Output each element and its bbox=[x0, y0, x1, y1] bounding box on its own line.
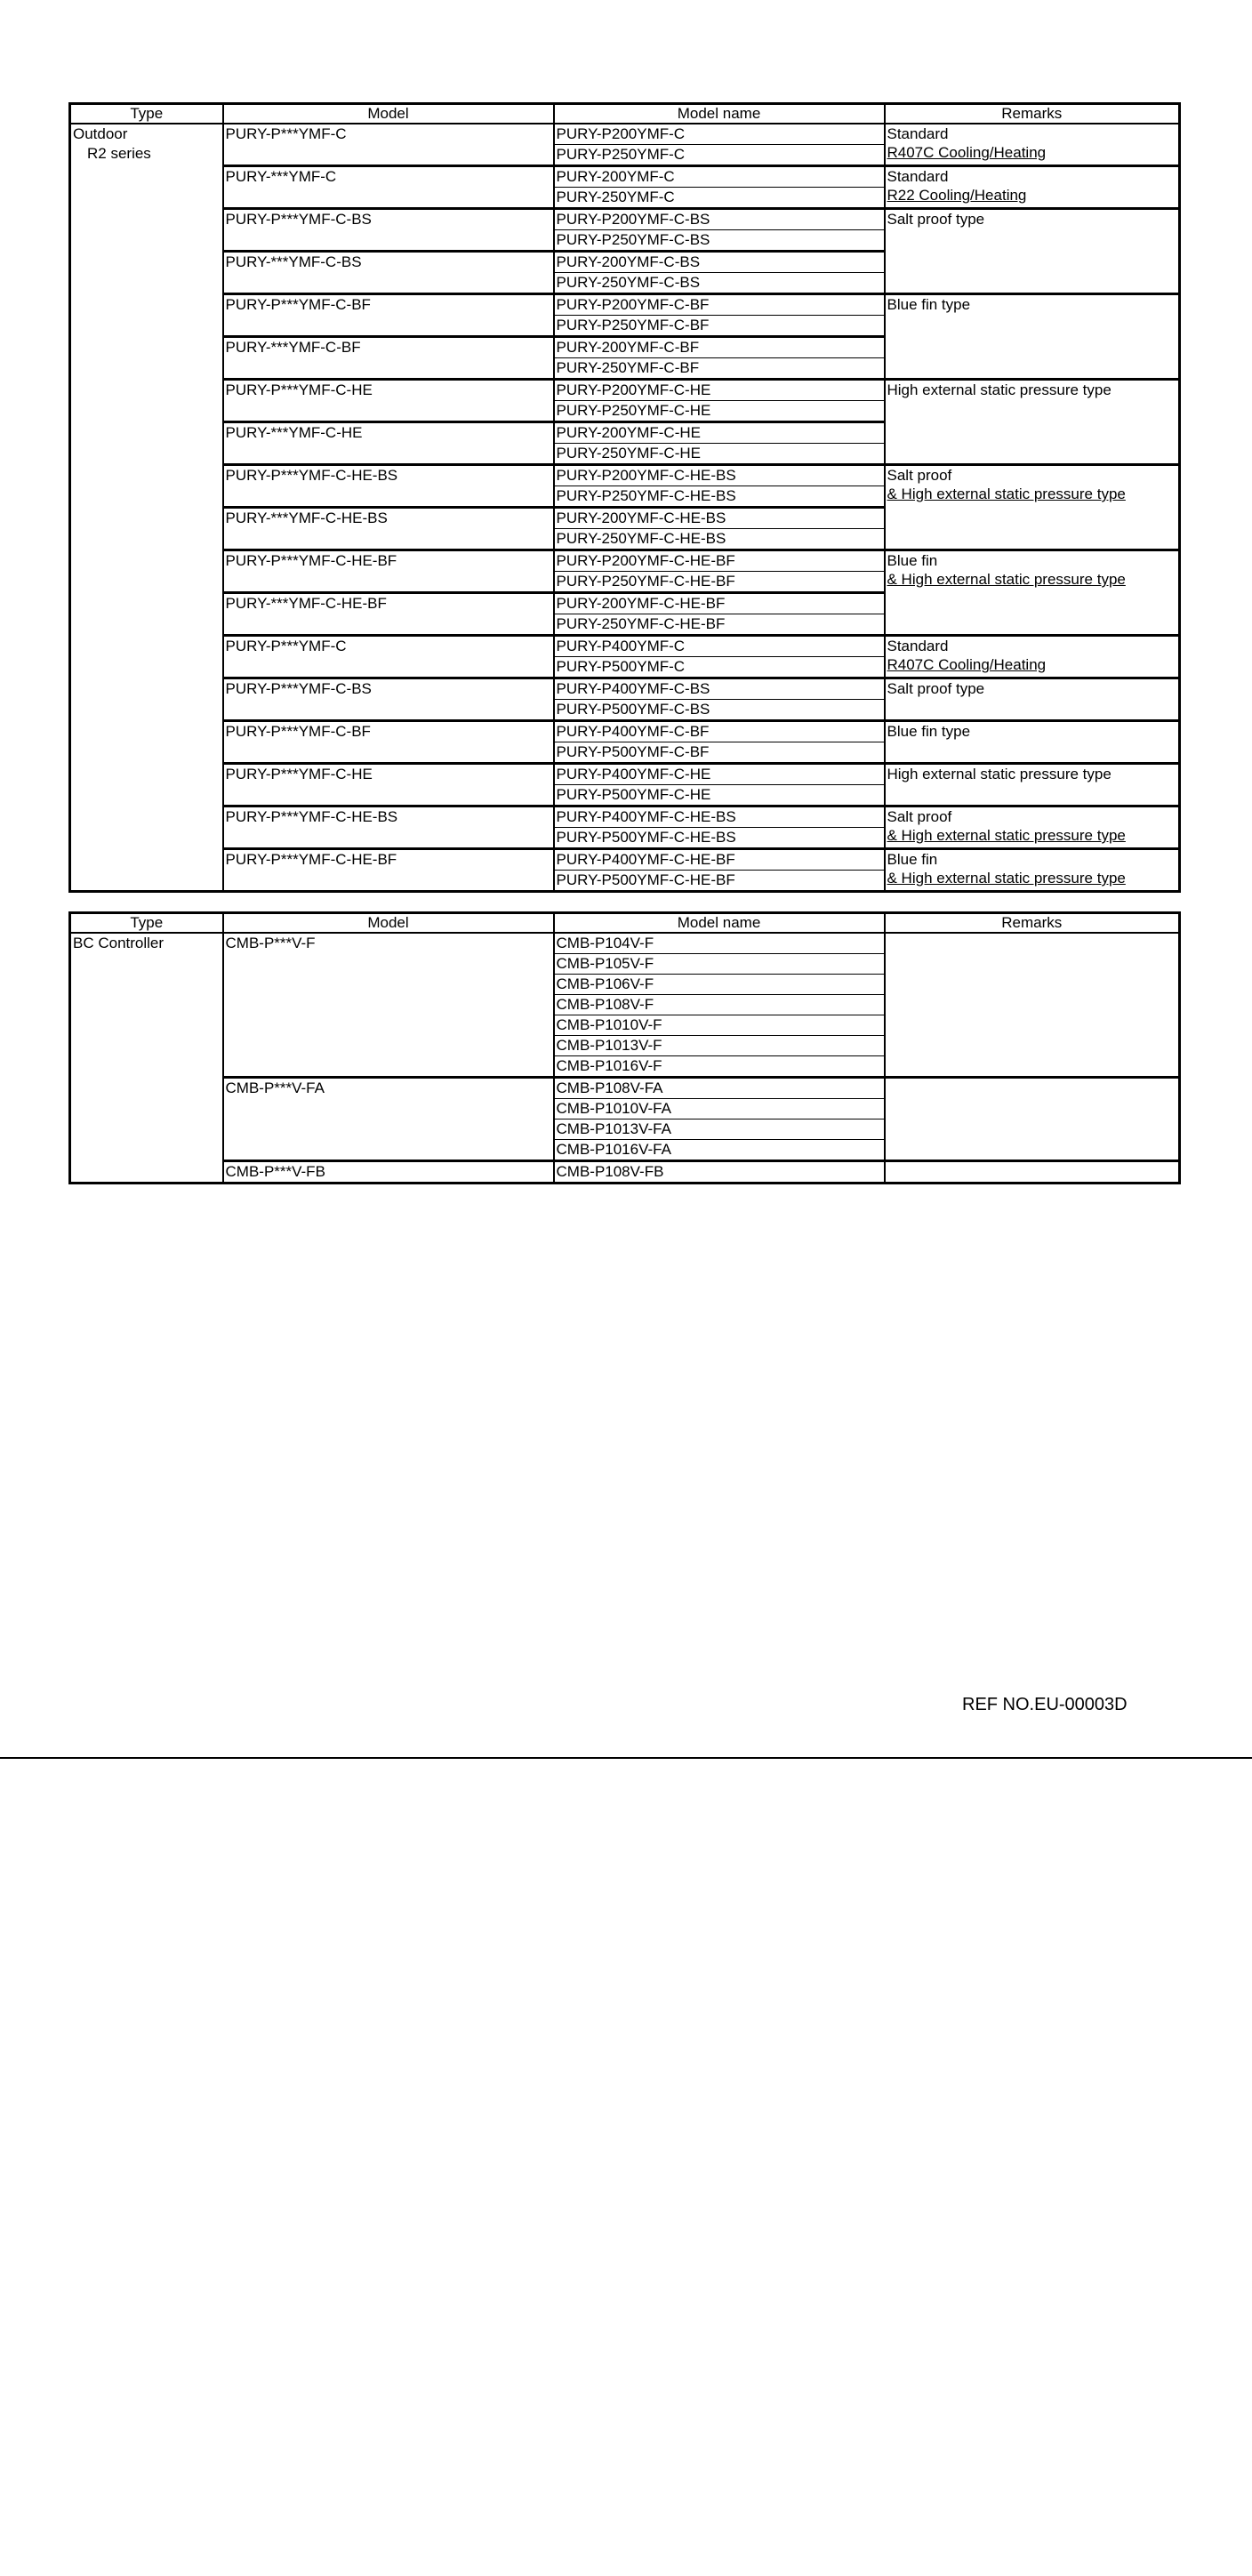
remarks-text: & High external static pressure type bbox=[887, 571, 1126, 588]
outdoor-model-table bbox=[68, 102, 1181, 893]
model-name-cell: PURY-250YMF-C-HE-BF bbox=[554, 614, 885, 636]
remarks-text: Salt proof type bbox=[887, 680, 985, 697]
remarks-text: Standard bbox=[887, 125, 949, 142]
model-name-cell: CMB-P104V-F bbox=[554, 933, 885, 954]
model-cell: PURY-***YMF-C bbox=[223, 166, 554, 209]
model-cell: PURY-P***YMF-C-HE bbox=[223, 764, 554, 807]
table-row bbox=[70, 678, 1180, 700]
header-model: Model bbox=[223, 913, 554, 934]
remarks-text: Blue fin type bbox=[887, 723, 971, 740]
remarks-text: Standard bbox=[887, 168, 949, 185]
table-row bbox=[70, 807, 1180, 828]
table-row bbox=[70, 764, 1180, 785]
model-name-cell: CMB-P1010V-F bbox=[554, 1015, 885, 1036]
page-divider-line bbox=[0, 1757, 1252, 1759]
model-name-cell: PURY-P400YMF-C-BF bbox=[554, 721, 885, 742]
model-name-cell: CMB-P1016V-FA bbox=[554, 1140, 885, 1161]
model-name-cell: PURY-P200YMF-C-HE-BS bbox=[554, 465, 885, 486]
model-name-cell: PURY-P200YMF-C bbox=[554, 124, 885, 145]
remarks-text: & High external static pressure type bbox=[887, 870, 1126, 887]
model-name-cell: PURY-P500YMF-C-BF bbox=[554, 742, 885, 764]
header-remarks: Remarks bbox=[885, 104, 1180, 124]
remarks-text: Blue fin bbox=[887, 552, 938, 569]
model-name-cell: PURY-200YMF-C-HE-BF bbox=[554, 593, 885, 614]
model-cell: PURY-P***YMF-C-HE-BS bbox=[223, 465, 554, 508]
type-label: Outdoor bbox=[73, 125, 128, 142]
remarks-cell bbox=[885, 1161, 1180, 1184]
header-remarks: Remarks bbox=[885, 913, 1180, 934]
table-row bbox=[70, 1161, 1180, 1184]
remarks-cell bbox=[885, 380, 1180, 465]
model-name-cell: CMB-P1016V-F bbox=[554, 1056, 885, 1078]
model-name-cell: PURY-P250YMF-C-HE bbox=[554, 401, 885, 422]
model-cell: PURY-P***YMF-C bbox=[223, 636, 554, 678]
model-name-cell: CMB-P108V-FA bbox=[554, 1078, 885, 1099]
model-name-cell: PURY-P250YMF-C-HE-BS bbox=[554, 486, 885, 508]
remarks-cell bbox=[885, 849, 1180, 892]
model-name-cell: PURY-P250YMF-C-BS bbox=[554, 230, 885, 252]
model-cell: PURY-P***YMF-C-BS bbox=[223, 678, 554, 721]
outdoor-header-row bbox=[70, 104, 1180, 124]
table-row bbox=[70, 209, 1180, 230]
model-name-cell: CMB-P1010V-FA bbox=[554, 1099, 885, 1119]
model-name-cell: PURY-P400YMF-C-BS bbox=[554, 678, 885, 700]
remarks-text: Salt proof bbox=[887, 808, 952, 825]
remarks-text: R22 Cooling/Heating bbox=[887, 187, 1027, 204]
remarks-text: High external static pressure type bbox=[887, 381, 1112, 398]
header-model: Model bbox=[223, 104, 554, 124]
model-name-cell: PURY-200YMF-C-BF bbox=[554, 337, 885, 358]
model-name-cell: PURY-P200YMF-C-HE bbox=[554, 380, 885, 401]
model-name-cell: PURY-P200YMF-C-BS bbox=[554, 209, 885, 230]
table-row bbox=[70, 465, 1180, 486]
model-name-cell: PURY-P250YMF-C bbox=[554, 145, 885, 166]
model-name-cell: CMB-P108V-F bbox=[554, 995, 885, 1015]
remarks-cell bbox=[885, 764, 1180, 807]
model-cell: PURY-***YMF-C-BS bbox=[223, 252, 554, 294]
remarks-cell bbox=[885, 1078, 1180, 1161]
remarks-text: Salt proof bbox=[887, 467, 952, 484]
model-name-cell: PURY-P400YMF-C-HE-BS bbox=[554, 807, 885, 828]
table-row bbox=[70, 1078, 1180, 1099]
model-name-cell: CMB-P1013V-F bbox=[554, 1036, 885, 1056]
remarks-cell bbox=[885, 721, 1180, 764]
remarks-cell bbox=[885, 678, 1180, 721]
remarks-cell bbox=[885, 465, 1180, 550]
model-cell: PURY-P***YMF-C-BF bbox=[223, 721, 554, 764]
model-cell: CMB-P***V-FB bbox=[223, 1161, 554, 1184]
remarks-text: Salt proof type bbox=[887, 211, 985, 228]
remarks-text: & High external static pressure type bbox=[887, 827, 1126, 844]
model-name-cell: PURY-P500YMF-C-HE-BF bbox=[554, 871, 885, 892]
remarks-text: R407C Cooling/Heating bbox=[887, 656, 1047, 673]
remarks-cell bbox=[885, 166, 1180, 209]
model-name-cell: PURY-250YMF-C-BS bbox=[554, 273, 885, 294]
model-cell: PURY-***YMF-C-HE-BS bbox=[223, 508, 554, 550]
model-name-cell: PURY-250YMF-C bbox=[554, 188, 885, 209]
table-row bbox=[70, 380, 1180, 401]
type-sublabel: R2 series bbox=[87, 145, 151, 162]
model-name-cell: PURY-P400YMF-C-HE bbox=[554, 764, 885, 785]
table-row bbox=[70, 849, 1180, 871]
model-cell: PURY-P***YMF-C-HE-BS bbox=[223, 807, 554, 849]
model-name-cell: PURY-250YMF-C-BF bbox=[554, 358, 885, 380]
model-name-cell: PURY-250YMF-C-HE bbox=[554, 444, 885, 465]
header-model-name: Model name bbox=[554, 104, 885, 124]
remarks-text: Blue fin bbox=[887, 851, 938, 868]
model-name-cell: PURY-200YMF-C-HE-BS bbox=[554, 508, 885, 529]
bc-header-row bbox=[70, 913, 1180, 934]
outdoor-table-body bbox=[70, 124, 1180, 892]
remarks-text: High external static pressure type bbox=[887, 766, 1112, 782]
remarks-text: & High external static pressure type bbox=[887, 486, 1126, 502]
model-cell: PURY-P***YMF-C-BS bbox=[223, 209, 554, 252]
model-name-cell: PURY-P400YMF-C bbox=[554, 636, 885, 657]
remarks-cell bbox=[885, 294, 1180, 380]
model-cell: PURY-***YMF-C-BF bbox=[223, 337, 554, 380]
table-row bbox=[70, 294, 1180, 316]
model-cell: PURY-***YMF-C-HE bbox=[223, 422, 554, 465]
table-row bbox=[70, 721, 1180, 742]
remarks-cell bbox=[885, 209, 1180, 294]
table-row bbox=[70, 550, 1180, 572]
table-row bbox=[70, 166, 1180, 188]
bc-table-body bbox=[70, 933, 1180, 1184]
remarks-cell bbox=[885, 124, 1180, 166]
model-name-cell: PURY-P500YMF-C-BS bbox=[554, 700, 885, 721]
model-cell: PURY-P***YMF-C bbox=[223, 124, 554, 166]
reference-number: REF NO.EU-00003D bbox=[962, 1695, 1128, 1714]
remarks-cell bbox=[885, 636, 1180, 678]
model-name-cell: PURY-P200YMF-C-HE-BF bbox=[554, 550, 885, 572]
model-cell: PURY-***YMF-C-HE-BF bbox=[223, 593, 554, 636]
remarks-cell bbox=[885, 807, 1180, 849]
table-row bbox=[70, 636, 1180, 657]
model-name-cell: CMB-P105V-F bbox=[554, 954, 885, 975]
model-name-cell: CMB-P108V-FB bbox=[554, 1161, 885, 1184]
remarks-text: R407C Cooling/Heating bbox=[887, 144, 1047, 161]
remarks-cell bbox=[885, 550, 1180, 636]
model-cell: CMB-P***V-FA bbox=[223, 1078, 554, 1161]
bc-controller-table bbox=[68, 911, 1181, 1184]
header-type: Type bbox=[70, 104, 223, 124]
model-name-cell: CMB-P106V-F bbox=[554, 975, 885, 995]
model-name-cell: PURY-250YMF-C-HE-BS bbox=[554, 529, 885, 550]
model-name-cell: PURY-P200YMF-C-BF bbox=[554, 294, 885, 316]
model-name-cell: PURY-P500YMF-C-HE-BS bbox=[554, 828, 885, 849]
model-name-cell: PURY-P250YMF-C-HE-BF bbox=[554, 572, 885, 593]
model-name-cell: CMB-P1013V-FA bbox=[554, 1119, 885, 1140]
model-cell: PURY-P***YMF-C-HE bbox=[223, 380, 554, 422]
model-name-cell: PURY-P500YMF-C-HE bbox=[554, 785, 885, 807]
header-type: Type bbox=[70, 913, 223, 934]
model-name-cell: PURY-200YMF-C-BS bbox=[554, 252, 885, 273]
model-name-cell: PURY-P400YMF-C-HE-BF bbox=[554, 849, 885, 871]
model-cell: CMB-P***V-F bbox=[223, 933, 554, 1078]
table-row bbox=[70, 933, 1180, 954]
header-model-name: Model name bbox=[554, 913, 885, 934]
table-row bbox=[70, 124, 1180, 145]
remarks-text: Blue fin type bbox=[887, 296, 971, 313]
model-cell: PURY-P***YMF-C-HE-BF bbox=[223, 550, 554, 593]
model-cell: PURY-P***YMF-C-HE-BF bbox=[223, 849, 554, 892]
model-name-cell: PURY-P500YMF-C bbox=[554, 657, 885, 678]
model-name-cell: PURY-200YMF-C bbox=[554, 166, 885, 188]
model-name-cell: PURY-200YMF-C-HE bbox=[554, 422, 885, 444]
model-name-cell: PURY-P250YMF-C-BF bbox=[554, 316, 885, 337]
model-cell: PURY-P***YMF-C-BF bbox=[223, 294, 554, 337]
type-cell: BC Controller bbox=[70, 933, 223, 1184]
type-cell bbox=[70, 124, 223, 892]
remarks-cell bbox=[885, 933, 1180, 1078]
remarks-text: Standard bbox=[887, 638, 949, 654]
